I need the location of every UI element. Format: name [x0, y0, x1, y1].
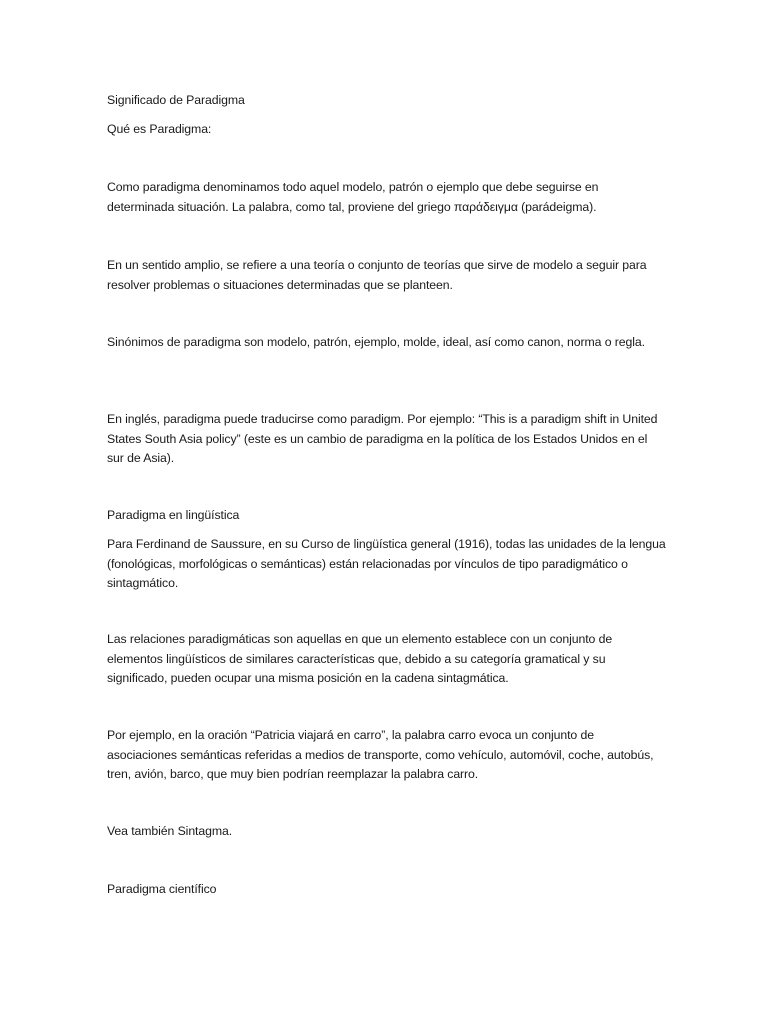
heading-que-es: Qué es Paradigma: — [107, 122, 212, 136]
paragraph-example: Por ejemplo, en la oración “Patricia viajará en carro”, la palabra carro evoca un conjunto de asociaciones semánticas referidas a medios de transporte, como vehículo, automóvil, coche, autobús, tren, avión, barco, que muy bien podrían reemplazar la palabra carro. — [107, 728, 654, 781]
heading-linguistica: Paradigma en lingüística — [107, 508, 240, 522]
see-also-text: Vea también Sintagma. — [107, 824, 233, 838]
paragraph-broad-sense: En un sentido amplio, se refiere a una teoría o conjunto de teorías que sirve de modelo a seguir para resolver problemas o situaciones determinadas que se planteen. — [107, 258, 647, 292]
paragraph-synonyms: Sinónimos de paradigma son modelo, patrón, ejemplo, molde, ideal, así como canon, norma o regla. — [107, 335, 645, 349]
document-title: Significado de Paradigma — [107, 93, 245, 107]
paragraph-relations: Las relaciones paradigmáticas son aquellas en que un elemento establece con un conjunto de elementos lingüísticos de similares características que, debido a su categoría gramatical y su significado, pueden ocupar una misma posición en la cadena sintagmática. — [107, 632, 613, 685]
paragraph-definition: Como paradigma denominamos todo aquel modelo, patrón o ejemplo que debe seguirse en determinada situación. La palabra, como tal, proviene del griego παράδειγμα (parádeigma). — [107, 180, 599, 214]
paragraph-english: En inglés, paradigma puede traducirse como paradigm. Por ejemplo: “This is a paradigm shift in United States South Asia policy” (este es un cambio de paradigma en la política de los Estados Unidos en el sur de Asia). — [107, 412, 658, 465]
paragraph-saussure: Para Ferdinand de Saussure, en su Curso de lingüística general (1916), todas las unidades de la lengua (fonológicas, morfológicas o semánticas) están relacionadas por vínculos de tipo paradigmático o sintagmático. — [107, 537, 666, 590]
heading-cientifico: Paradigma científico — [107, 882, 217, 896]
